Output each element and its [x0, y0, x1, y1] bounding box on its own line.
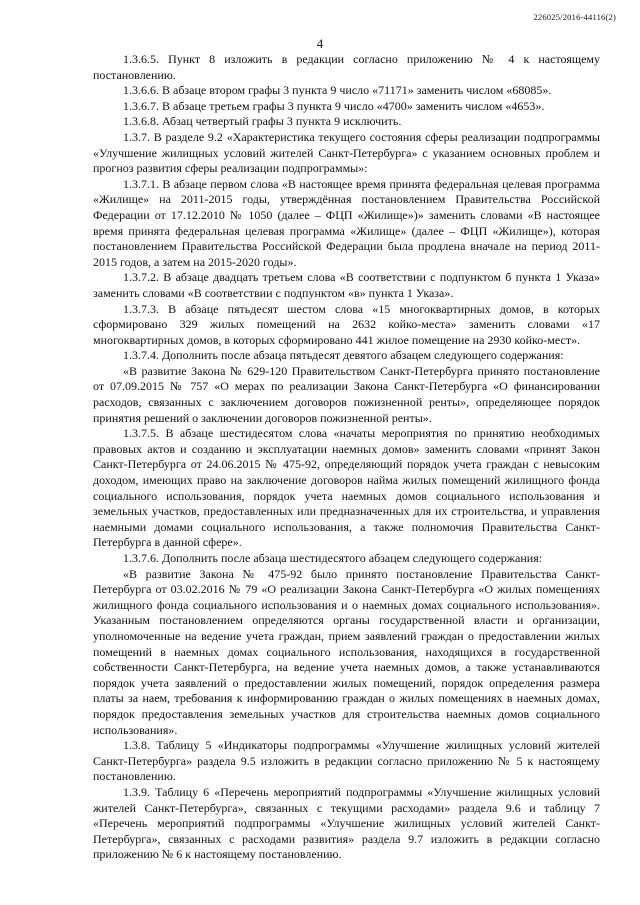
document-id: 226025/2016-44116(2)	[533, 12, 616, 22]
paragraph-1-3-7-1: 1.3.7.1. В абзаце первом слова «В настоящее время принята федеральная целевая программа «Жилище» на 2011-2015 годы, утверждённая постановлением Правительства Российской Федерации от 17.12.2010 № 1050 (далее – ФЦП «Жилище»)» заменить словами «В настоящее время принята федеральная целевая программа «Жилище» (далее – ФЦП «Жилище»), которая постановлением Правительства Российской Федерации была продлена вначале на период 2011-2015 годов, а затем на 2015-2020 годы».	[93, 176, 600, 269]
paragraph-1-3-7-5: 1.3.7.5. В абзаце шестидесятом слова «начаты мероприятия по принятию необходимых правовых актов и созданию и эксплуатации наемных домов» заменить словами «принят Закон Санкт-Петербурга от 24.06.2015 № 475-92, определяющий порядок учета граждан с невысоким доходом, имеющих право на заключение договоров найма жилых помещений жилищного фонда социального использования, порядок учета наемных домов социального использования и земельных участков, предоставленных или предназначенных для их строительства, и управления наемными домами социального использования, а также полномочия Правительства Санкт-Петербурга в данной сфере».	[93, 426, 600, 550]
document-body	[93, 52, 600, 863]
paragraph-1-3-7-2: 1.3.7.2. В абзаце двадцать третьем слова «В соответствии с подпунктом б пункта 1 Указа» заменить словами «В соответствии с подпунктом «в» пункта 1 Указа».	[93, 270, 600, 300]
paragraph-1-3-7: 1.3.7. В разделе 9.2 «Характеристика текущего состояния сферы реализации подпрограммы «Улучшение жилищных условий жителей Санкт-Петербурга» с указанием основных проблем и прогноз развития сферы реализации подпрограммы»:	[93, 129, 600, 176]
paragraph-1-3-6-5: 1.3.6.5. Пункт 8 изложить в редакции согласно приложению № 4 к настоящему постановлению.	[93, 52, 600, 82]
paragraph-1-3-8: 1.3.8. Таблицу 5 «Индикаторы подпрограммы «Улучшение жилищных условий жителей Санкт-Петербурга» раздела 9.5 изложить в редакции согласно приложению № 5 к настоящему постановлению.	[93, 738, 600, 784]
page-number: 4	[316, 36, 324, 51]
paragraph-1-3-6-6: 1.3.6.6. В абзаце втором графы 3 пункта 9 число «71171» заменить числом «68085».	[123, 83, 552, 98]
paragraph-1-3-7-4: 1.3.7.4. Дополнить после абзаца пятьдесят девятого абзацем следующего содержания:	[123, 348, 564, 363]
paragraph-1-3-7-6: 1.3.7.6. Дополнить после абзаца шестидесятого абзацем следующего содержания:	[123, 551, 543, 565]
paragraph-1-3-6-7: 1.3.6.7. В абзаце третьем графы 3 пункта 9 число «4700» заменить числом «4653».	[123, 98, 545, 113]
inserted-paragraph-law-475: «В развитие Закона № 475-92 было принято постановление Правительства Санкт-Петербурга от 03.02.2016 № 79 «О реализации Закона Санкт-Петербурга «О жилых помещениях жилищного фонда социального использования и о наемных домах социального использования». Указанным постановлением определяются органы государственной власти и организации, уполномоченные на ведение учета граждан, прием заявлений граждан о предоставлении жилых помещений в наемных домах социального использования, находящихся в государственной собственности Санкт-Петербурга, на ведение учета наемных домов, а также устанавливаются порядок учета заявлений о предоставлении жилых помещений, порядок определения размера платы за наем, требования к информированию граждан о жилых помещениях в наемных домах, порядок предоставления земельных участков для строительства наемных домов социального использования».	[93, 566, 600, 737]
paragraph-1-3-7-3: 1.3.7.3. В абзаце пятьдесят шестом слова «15 многоквартирных домов, в которых сформировано 329 жилых помещений на 2632 койко-места» заменить словами «17 многоквартирных домов, в которых сформировано 441 жилое помещение на 2930 койко-мест».	[93, 301, 600, 347]
paragraph-1-3-9: 1.3.9. Таблицу 6 «Перечень мероприятий подпрограммы «Улучшение жилищных условий жителей Санкт-Петербурга», связанных с текущими расходами» раздела 9.6 и таблицу 7 «Перечень мероприятий подпрограммы «Улучшение жилищных условий жителей Санкт-Петербурга», связанных с расходами развития» раздела 9.7 изложить в редакции согласно приложению № 6 к настоящему постановлению.	[93, 784, 600, 862]
paragraph-1-3-6-8: 1.3.6.8. Абзац четвертый графы 3 пункта 9 исключить.	[123, 114, 402, 129]
inserted-paragraph-law-629: «В развитие Закона № 629-120 Правительством Санкт-Петербурга принято постановление от 07.09.2015 № 757 «О мерах по реализации Закона Санкт-Петербурга «О финансировании расходов, связанных с заключением договоров пожизненной ренты», определяющее порядок принятия решений о заключении договоров пожизненной ренты».	[93, 363, 600, 425]
